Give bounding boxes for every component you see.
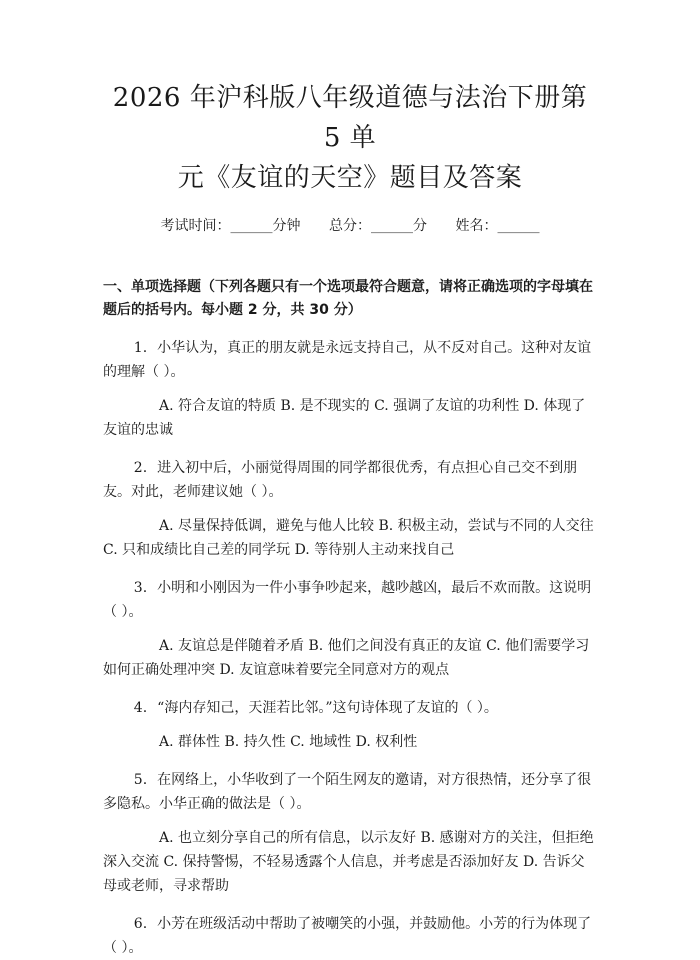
exam-info <box>103 216 597 236</box>
title-line-2: 元《友谊的天空》题目及答案 <box>177 163 523 193</box>
question-item <box>103 696 597 754</box>
question-stem <box>103 768 597 816</box>
question-stem <box>103 576 597 624</box>
question-item <box>103 456 597 562</box>
question-item <box>103 768 597 898</box>
question-item <box>103 336 597 442</box>
question-text: 小明和小刚因为一件小事争吵起来，越吵越凶，最后不欢而散。这说明（ ）。 <box>103 580 592 620</box>
question-options: A. 也立刻分享自己的所有信息，以示友好 B. 感谢对方的关注，但拒绝深入交流 C. 保持警惕，不轻易透露个人信息，并考虑是否添加好友 D. 告诉父母或老师，寻求帮助 <box>103 830 594 894</box>
question-stem <box>103 696 597 720</box>
question-text: 小芳在班级活动中帮助了被嘲笑的小强，并鼓励他。小芳的行为体现了（ ）。 <box>103 916 592 956</box>
title-line-1: 2026 年沪科版八年级道德与法治下册第 5 单 <box>112 83 588 153</box>
question-text: 在网络上，小华收到了一个陌生网友的邀请，对方很热情，还分享了很多隐私。小华正确的做法是（ ）。 <box>103 772 592 812</box>
question-item <box>103 576 597 682</box>
question-stem <box>103 336 597 384</box>
question-text: “海内存知己，天涯若比邻。”这句诗体现了友谊的（ ）。 <box>157 700 498 716</box>
document-title <box>103 78 597 198</box>
question-number: 3. <box>133 580 148 596</box>
total-score-field: 总分：______分 <box>329 218 427 234</box>
section-heading: 一、单项选择题（下列各题只有一个选项最符合题意，请将正确选项的字母填在题后的括号内。每小题 2 分，共 30 分） <box>103 279 593 318</box>
exam-time-field: 考试时间：______分钟 <box>160 218 301 234</box>
question-number: 5. <box>133 772 148 788</box>
question-options: A. 友谊总是伴随着矛盾 B. 他们之间没有真正的友谊 C. 他们需要学习如何正确处理冲突 D. 友谊意味着要完全同意对方的观点 <box>103 638 590 678</box>
question-number: 4. <box>133 700 148 716</box>
question-options: A. 群体性 B. 持久性 C. 地域性 D. 权利性 <box>159 734 418 750</box>
question-options: A. 尽量保持低调，避免与他人比较 B. 积极主动，尝试与不同的人交往 C. 只和成绩比自己差的同学玩 D. 等待别人主动来找自己 <box>103 518 594 558</box>
name-field: 姓名：______ <box>455 218 540 234</box>
question-text: 进入初中后，小丽觉得周围的同学都很优秀，有点担心自己交不到朋友。对此，老师建议她（ ）。 <box>103 460 578 500</box>
question-item <box>103 912 597 960</box>
question-stem <box>103 912 597 960</box>
question-number: 1. <box>133 340 148 356</box>
question-number: 6. <box>133 916 148 932</box>
question-text: 小华认为，真正的朋友就是永远支持自己，从不反对自己。这种对友谊的理解（ ）。 <box>103 340 592 380</box>
question-options: A. 符合友谊的特质 B. 是不现实的 C. 强调了友谊的功利性 D. 体现了友谊的忠诚 <box>103 398 586 438</box>
question-number: 2. <box>133 460 148 476</box>
question-stem <box>103 456 597 504</box>
